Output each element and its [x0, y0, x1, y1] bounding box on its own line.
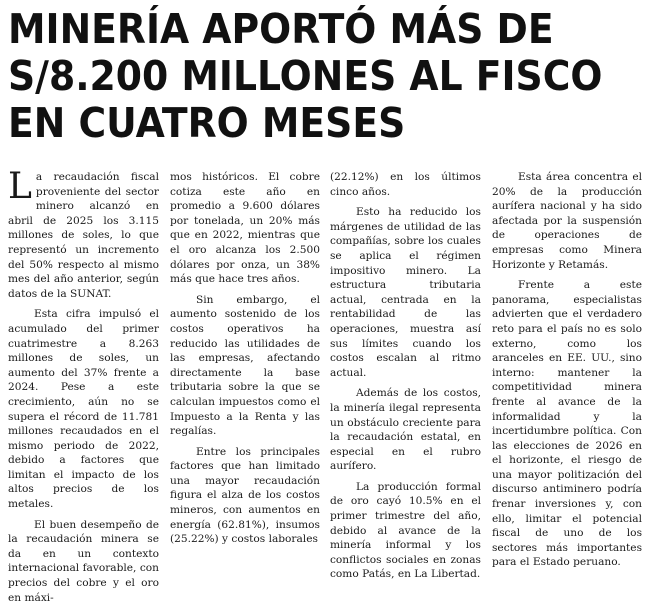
paragraph-3: El buen desempeño de la recaudación minera se da en un contexto internacional favorable, con precios del cobre y el oro en máxi-	[8, 518, 159, 604]
paragraph-8: Esto ha reducido los márgenes de utilidad de las compañías, sobre los cuales se aplica el régimen impositivo minero. La estructura tributaria actual, centrada en la rentabilidad de las operaciones, muestra así sus límites cuando los costos escalan al ritmo actual.	[330, 206, 481, 379]
paragraph-1: La recaudación fiscal proveniente del sector minero alcanzó en abril de 2025 los 3.115 millones de soles, lo que representó un incremento del 50% respecto al mismo mes del año anterior, según datos de la SUNAT.	[8, 166, 159, 300]
article-column-4	[492, 170, 642, 569]
paragraph-2: Esta cifra impulsó el acumulado del primer cuatrimestre a 8.263 millones de soles, un aumento del 37% frente a 2024. Pese a este crecimiento, aún no se supera el récord de 11.781 millones recaudados en el mismo periodo de 2022, debido a factores que limitan el impacto de los altos precios de los metales.	[8, 308, 159, 511]
paragraph-5: Sin embargo, el aumento sostenido de los costos operativos ha reducido las utilidades de las empresas, afectando directamente la base tributaria sobre la que se calculan impuestos como el Impuesto a la Renta y las regalías.	[170, 293, 320, 438]
paragraph-7: (22.12%) en los últimos cinco años.	[330, 171, 481, 198]
headline	[8, 5, 603, 147]
drop-cap: L	[8, 166, 32, 207]
headline-line-3: EN CUATRO MESES	[8, 99, 406, 147]
paragraph-10: La producción formal de oro cayó 10.5% en el primer trimestre del año, debido al avance de la minería informal y los conflictos sociales en zonas como Patás, en La Libertad.	[330, 480, 481, 581]
article-column-2	[170, 170, 320, 546]
paragraph-9: Además de los costos, la minería ilegal representa un obstáculo creciente para la recaudación estatal, en especial en el rubro aurífero.	[330, 387, 481, 473]
article-column-1	[8, 166, 159, 604]
paragraph-6: Entre los principales factores que han limitado una mayor recaudación figura el alza de los costos mineros, con aumentos en energía (62.81%), insumos (25.22%) y costos laborales	[170, 445, 320, 546]
paragraph-4: mos históricos. El cobre cotiza este año en promedio a 9.600 dólares por tonelada, un 20% más que en 2022, mientras que el oro alcanza los 2.500 dólares por onza, un 38% más que hace tres años.	[170, 171, 320, 286]
paragraph-11: Esta área concentra el 20% de la producción aurífera nacional y ha sido afectada por la suspensión de operaciones de empresas como Minera Horizonte y Retamás.	[492, 171, 642, 271]
paragraph-12: Frente a este panorama, especialistas advierten que el verdadero reto para el país no es solo externo, como los aranceles en EE. UU., sino interno: mantener la competitividad minera frente al avance de la informalidad y la incertidumbre política. Con las elecciones de 2026 en el horizonte, el riesgo de una mayor politización del discurso antiminero podría frenar inversiones y, con ello, limitar el potencial fiscal de uno de los sectores más importantes para el Estado peruano.	[492, 279, 642, 569]
headline-line-2: S/8.200 MILLONES AL FISCO	[8, 52, 603, 100]
headline-line-1: MINERÍA APORTÓ MÁS DE	[8, 5, 554, 53]
article-column-3	[330, 170, 481, 581]
